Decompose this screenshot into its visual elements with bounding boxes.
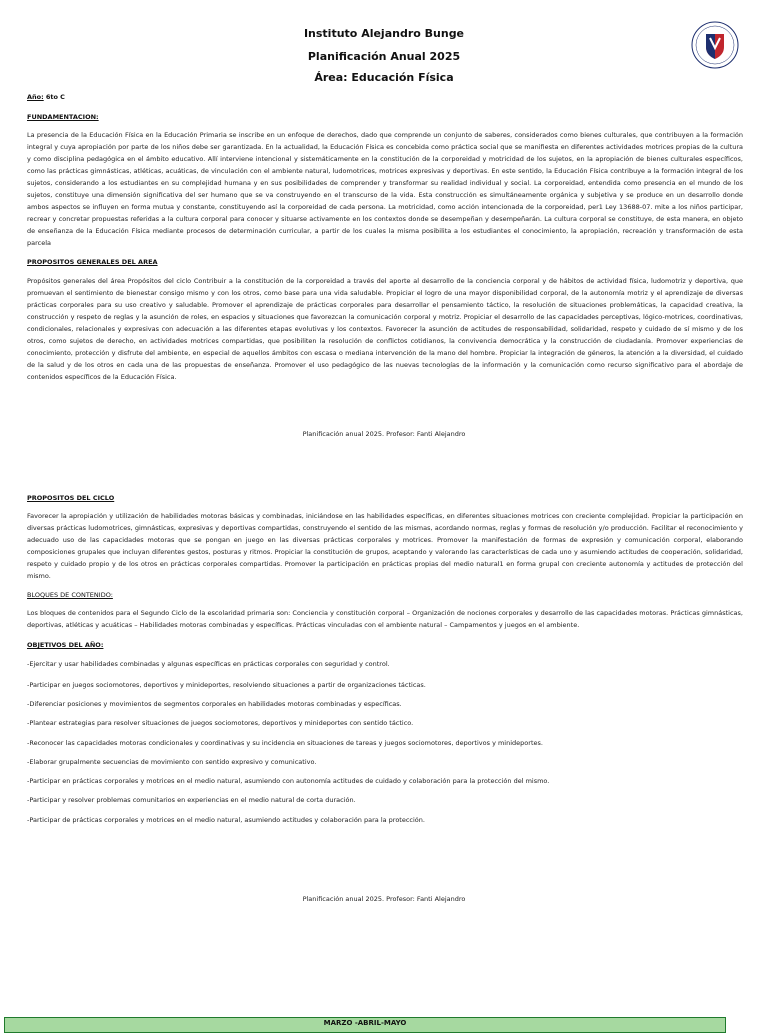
objective-item: -Diferenciar posiciones y movimientos de segmentos corporales en habilidades motoras combinadas y específicas.: [27, 700, 402, 708]
year-value: 6to C: [45, 93, 65, 101]
area-title: Área: Educación Física: [314, 71, 454, 84]
propositos-area-text: Propósitos generales del área Propósitos del ciclo Contribuir a la constitución de la corporeidad a través del aporte al desarrollo de la conciencia corporal y de hábitos de actividad física, ludomotriz y deportiva, que promuevan el sentimiento de bienestar consigo mismo y con los otros, como base para una vida saludable. Propiciar el logro de una mayor disponibilidad corporal, de la autonomía motriz y el aprendizaje de diversas prácticas corporales para su uso creativo y saludable. Promover el aprendizaje de prácticas corporales para desarrollar el pensamiento táctico, la resolución de situaciones problemáticas, la capacidad creativa, la construcción y respeto de reglas y la asunción de roles, en espacios y situaciones que favorezcan la comunicación corporal y motriz. Propiciar el desarrollo de las capacidades perceptivas, lógico-motrices, coordinativas, condicionales, relacionales y expresivas con adecuación a las diferentes etapas evolutivas y los contextos. Favorecer la asunción de actitudes de responsabilidad, solidaridad, respeto y cuidado de sí mismo y de los otros, como sujetos de derecho, en actividades motrices compartidas, que posibiliten la resolución de conflictos cotidianos, la convivencia democrática y la construcción de ciudadanía. Promover experiencias de conocimiento, protección y disfrute del ambiente, en especial de aquellos ámbitos con escasa o mediana intervención de la mano del hombre. Propiciar la integración de géneros, la atención a la diversidad, el cuidado de la salud y de los otros en cada una de las propuestas de enseñanza. Promover el uso pedagógico de las nuevas tecnologías de la información y la comunicación como recurso significativo para el abordaje de contenidos específicos de la Educación Física.: [27, 277, 743, 381]
objetivos-heading: OBJETIVOS DEL AÑO:: [27, 641, 104, 649]
bloques-text: Los bloques de contenidos para el Segundo Ciclo de la escolaridad primaria son: Conciencia y constitución corporal – Organización de nociones corporales y desarrollo de las capacidades motoras. Prácticas gimnásticas, deportivas, atléticas y acuáticas – Habilidades motoras combinadas y específicas. Prácticas vinculadas con el ambiente natural – Campamentos y juegos en el ambiente.: [27, 609, 743, 629]
propositos-ciclo-text: Favorecer la apropiación y utilización de habilidades motoras básicas y combinadas, iniciándose en las habilidades específicas, en diferentes situaciones motrices con creciente complejidad. Propiciar la participación en diversas prácticas ludomotrices, gimnásticas, expresivas y deportivas compartidas, construyendo el sentido de las mismas, acordando normas, reglas y formas de resolución y/o producción. Facilitar el reconocimiento y adecuado uso de las capacidades motoras que se pongan en juego en las diversas prácticas corporales y motrices. Promover la manifestación de formas de expresión y comunicación corporal, elaborando composiciones grupales que incluyan diferentes gestos, posturas y ritmos. Propiciar la constitución de grupos, aceptando y valorando las características de cada uno y asumiendo actitudes de cooperación, solidaridad, respeto y cuidado propio y de los otros en prácticas corporales compartidas. Promover la participación en prácticas propias del medio natural1 en forma grupal con creciente autonomía y actitudes de protección del mismo.: [27, 512, 743, 580]
objective-item: -Ejercitar y usar habilidades combinadas y algunas específicas en prácticas corporales con seguridad y control.: [27, 660, 390, 668]
objective-item: -Participar en prácticas corporales y motrices en el medio natural, asumiendo con autonomía actitudes de cuidado y colaboración para la protección del mismo.: [27, 777, 550, 785]
objective-item: -Participar en juegos sociomotores, deportivos y minideportes, resolviendo situaciones a partir de organizaciones tácticas.: [27, 681, 426, 689]
objective-item: -Reconocer las capacidades motoras condicionales y coordinativas y su incidencia en situaciones de tareas y juegos sociomotores, deportivos y minideportes.: [27, 739, 543, 747]
institution-title: Instituto Alejandro Bunge: [303, 27, 465, 40]
plan-title: Planificación Anual 2025: [307, 50, 461, 63]
fundamentacion-text: La presencia de la Educación Física en la Educación Primaria se inscribe en un enfoque de derechos, dado que comprende un conjunto de saberes, considerados como bienes culturales, que contribuyen a la formación integral y cuya apropiación por parte de los niños debe ser garantizada. En la actualidad, la Educación Física es concebida como práctica social que se manifiesta en diferentes actividades motrices propias de la cultura y como disciplina pedagógica en el ámbito educativo. Allí interviene intencional y sistemáticamente en la constitución de la corporeidad y motricidad de los sujetos, en la apropiación de bienes culturales específicos, como las prácticas gimnásticas, atléticas, acuáticas, de vinculación con el ambiente natural, ludomotrices, motrices expresivas y deportivas. En este sentido, la Educación Física contribuye a la formación integral de los sujetos, considerando a los estudiantes en su complejidad humana y en sus posibilidades de comprender y transformar su realidad individual y social. La corporeidad, entendida como presencia en el mundo de los sujetos, constituye una dimensión significativa del ser humano que se va construyendo en el transcurso de la vida. Esta construcción es simultáneamente orgánica y subjetiva y se produce en un desarrollo donde ambos aspectos se influyen en forma mutua y constante, constituyendo así la corporeidad de cada persona. La motricidad, como acción intencionada de la corporeidad, per1 Ley 13688-07. mite a los niños participar, recrear y concretar propuestas referidas a la cultura corporal para conocer y situarse activamente en los contextos donde se desempeñan y desempeñarán. La cultura corporal se constituye, de esta manera, en objeto de enseñanza de la Educación Física mediante procesos de determinación curricular, a partir de los cuales la misma posibilita a los estudiantes el conocimiento, la apropiación, recreación y transformación de esta parcela: [27, 131, 743, 247]
year-label: Año:: [27, 93, 44, 101]
year-line: [27, 93, 65, 101]
fundamentacion-heading: FUNDAMENTACION:: [27, 113, 99, 121]
page-footer: Planificación anual 2025. Profesor: Fanti Alejandro: [302, 430, 466, 438]
bloques-heading: BLOQUES DE CONTENIDO:: [27, 591, 113, 599]
objective-item: -Plantear estrategias para resolver situaciones de juegos sociomotores, deportivos y minideportes con sentido táctico.: [27, 719, 414, 727]
school-crest-icon: [690, 20, 740, 70]
objective-item: -Participar de prácticas corporales y motrices en el medio natural, asumiendo actitudes y colaboración para la protección.: [27, 816, 425, 824]
month-header-bar: MARZO -ABRIL-MAYO: [4, 1017, 726, 1033]
objective-item: -Participar y resolver problemas comunitarios en experiencias en el medio natural de corta duración.: [27, 796, 356, 804]
propositos-area-heading: PROPOSITOS GENERALES DEL AREA: [27, 258, 158, 266]
objective-item: -Elaborar grupalmente secuencias de movimiento con sentido expresivo y comunicativo.: [27, 758, 317, 766]
page-footer: Planificación anual 2025. Profesor: Fanti Alejandro: [302, 895, 466, 903]
propositos-ciclo-heading: PROPOSITOS DEL CICLO: [27, 494, 115, 502]
